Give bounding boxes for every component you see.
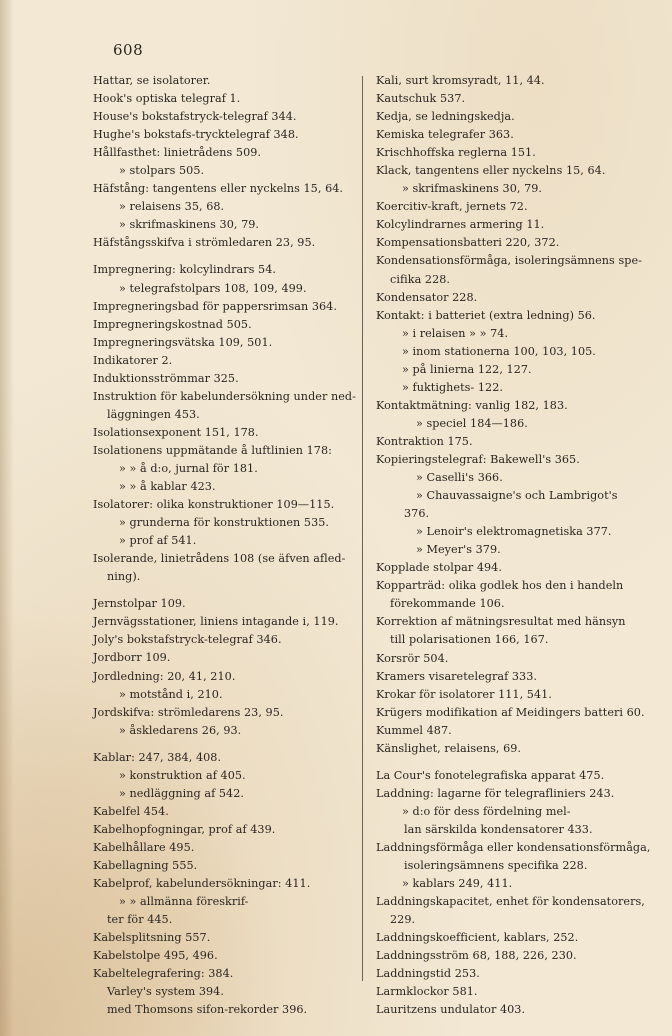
index-entry: Kautschuk 537. xyxy=(376,92,466,106)
index-entry: » i relaisen » » 74. xyxy=(402,326,509,340)
index-entry: Känslighet, relaisens, 69. xyxy=(376,741,522,755)
index-entry: Jordledning: 20, 41, 210. xyxy=(93,669,236,683)
index-entry: » d:o för dess fördelning mel- xyxy=(402,804,571,818)
index-entry: 229. xyxy=(390,913,416,927)
index-entry: Hållfasthet: linietrådens 509. xyxy=(93,146,262,160)
index-entry: Jordborr 109. xyxy=(93,651,171,665)
index-entry: » på linierna 122, 127. xyxy=(402,362,532,376)
index-entry: » speciel 184—186. xyxy=(416,416,528,430)
index-entry: Isolerande, linietrådens 108 (se äfven afled- xyxy=(93,552,346,566)
index-entry: Kablar: 247, 384, 408. xyxy=(93,750,222,764)
index-entry: » motstånd i, 210. xyxy=(119,687,223,701)
index-entry: med Thomsons sifon-rekorder 396. xyxy=(107,1003,308,1017)
index-entry: Kolcylindrarnes armering 11. xyxy=(376,218,545,232)
index-entry: Kabelstolpe 495, 496. xyxy=(93,949,218,963)
index-entry: Kontaktmätning: vanlig 182, 183. xyxy=(376,398,568,412)
index-entry: Korrektion af mätningsresultat med hänsyn xyxy=(376,615,626,629)
index-entry: Kabelfel 454. xyxy=(93,804,169,818)
index-entry: Impregneringsvätska 109, 501. xyxy=(93,335,273,349)
section-gap xyxy=(93,252,351,261)
index-entry: » skrifmaskinens 30, 79. xyxy=(402,182,543,196)
index-entry: Häfstång: tangentens eller nyckelns 15, 64. xyxy=(93,182,344,196)
index-entry: Laddningsförmåga eller kondensationsförmåga, xyxy=(376,840,651,854)
index-entry: » Meyer's 379. xyxy=(416,543,501,557)
index-entry: till polarisationen 166, 167. xyxy=(390,633,549,647)
index-entry: Klack, tangentens eller nyckelns 15, 64. xyxy=(376,164,606,178)
index-entry: Kummel 487. xyxy=(376,723,452,737)
index-entry: Krischhoffska reglerna 151. xyxy=(376,146,536,160)
index-entry: » » å d:o, jurnal för 181. xyxy=(119,461,258,475)
section-gap xyxy=(376,758,638,767)
index-entry: Impregneringsbad för pappersrimsan 364. xyxy=(93,299,337,313)
index-entry: » skrifmaskinens 30, 79. xyxy=(119,218,260,232)
index-entry: » » allmänna föreskrif- xyxy=(119,895,249,909)
index-entry: 376. xyxy=(404,507,430,521)
index-entry: Hughe's bokstafs-trycktelegraf 348. xyxy=(93,128,299,142)
index-entry: Kabelhållare 495. xyxy=(93,840,195,854)
page-binding-shadow xyxy=(0,0,14,1036)
index-entry: Kramers visaretelegraf 333. xyxy=(376,669,537,683)
column-divider xyxy=(362,76,363,981)
index-entry: » Lenoir's elektromagnetiska 377. xyxy=(416,525,612,539)
index-entry: » Chauvassaigne's och Lambrigot's xyxy=(416,489,618,503)
index-entry: Kopieringstelegraf: Bakewell's 365. xyxy=(376,452,580,466)
index-entry: ter för 445. xyxy=(107,913,173,927)
index-entry: Kabeltelegrafering: 384. xyxy=(93,967,234,981)
index-entry: Krügers modifikation af Meidingers batteri 60. xyxy=(376,705,645,719)
index-entry: Kemiska telegrafer 363. xyxy=(376,128,514,142)
index-entry: Kabelhopfogningar, prof af 439. xyxy=(93,822,276,836)
index-entry: Joly's bokstafstryck-telegraf 346. xyxy=(93,633,282,647)
index-entry: Kontraktion 175. xyxy=(376,434,473,448)
index-entry: » fuktighets- 122. xyxy=(402,380,503,394)
index-entry: Laddningskapacitet, enhet för kondensatorers, xyxy=(376,895,645,909)
index-entry: Hook's optiska telegraf 1. xyxy=(93,92,241,106)
index-entry: » Caselli's 366. xyxy=(416,471,503,485)
index-entry: Kabelsplitsning 557. xyxy=(93,931,211,945)
index-entry: » nedläggning af 542. xyxy=(119,786,244,800)
index-entry: Koercitiv-kraft, jernets 72. xyxy=(376,200,528,214)
index-entry: Isolatorer: olika konstruktioner 109—115. xyxy=(93,498,335,512)
index-entry: lan särskilda kondensatorer 433. xyxy=(404,822,593,836)
index-entry: Laddning: lagarne för telegrafliniers 243. xyxy=(376,786,615,800)
index-entry: » » å kablar 423. xyxy=(119,480,216,494)
index-entry: Isolationens uppmätande å luftlinien 178: xyxy=(93,443,332,457)
index-entry: Laddningstid 253. xyxy=(376,967,480,981)
index-entry: Induktionsströmmar 325. xyxy=(93,371,239,385)
index-entry: förekommande 106. xyxy=(390,597,505,611)
index-entry: Kabellagning 555. xyxy=(93,858,198,872)
index-entry: » prof af 541. xyxy=(119,534,197,548)
index-entry: House's bokstafstryck-telegraf 344. xyxy=(93,110,297,124)
index-entry: » stolpars 505. xyxy=(119,164,205,178)
index-entry: Impregneringskostnad 505. xyxy=(93,317,252,331)
index-entry: Kondensator 228. xyxy=(376,290,478,304)
index-entry: Hattar, se isolatorer. xyxy=(93,74,211,87)
index-entry: » telegrafstolpars 108, 109, 499. xyxy=(119,281,307,295)
index-entry: Häfstångsskifva i strömledaren 23, 95. xyxy=(93,236,316,250)
index-entry: Kopparträd: olika godlek hos den i handeln xyxy=(376,579,624,593)
index-entry: Indikatorer 2. xyxy=(93,353,173,367)
index-entry: » inom stationerna 100, 103, 105. xyxy=(402,344,596,358)
index-column-left xyxy=(93,72,356,1019)
index-entry: Varley's system 394. xyxy=(107,985,224,999)
index-entry: Laddningsström 68, 188, 226, 230. xyxy=(376,949,577,963)
index-entry: » relaisens 35, 68. xyxy=(119,200,225,214)
index-column-right xyxy=(376,72,651,1019)
index-entry: Larmklockor 581. xyxy=(376,985,478,999)
index-entry: » konstruktion af 405. xyxy=(119,768,246,782)
section-gap xyxy=(93,740,351,749)
index-entry: Jernstolpar 109. xyxy=(93,597,186,611)
index-entry: Jordskifva: strömledarens 23, 95. xyxy=(93,705,284,719)
index-entry: » kablars 249, 411. xyxy=(402,877,513,891)
index-entry: Kedja, se ledningskedja. xyxy=(376,110,515,124)
index-entry: Kondensationsförmåga, isoleringsämnens spe- xyxy=(376,254,642,268)
index-entry: Kopplade stolpar 494. xyxy=(376,561,502,575)
index-entry: Kontakt: i batteriet (extra ledning) 56. xyxy=(376,308,596,322)
page-number: 608 xyxy=(113,41,144,59)
index-entry: Kompensationsbatteri 220, 372. xyxy=(376,236,560,250)
section-gap xyxy=(93,586,351,595)
index-entry: Lauritzens undulator 403. xyxy=(376,1003,526,1017)
index-entry: Jernvägsstationer, liniens intagande i, 119. xyxy=(93,615,339,629)
index-entry: Instruktion för kabelundersökning under ned- xyxy=(93,389,356,403)
index-entry: Kali, surt kromsyradt, 11, 44. xyxy=(376,74,545,87)
index-entry: Laddningskoefficient, kablars, 252. xyxy=(376,931,579,945)
index-entry: Korsrör 504. xyxy=(376,651,449,665)
index-entry: Isolationsexponent 151, 178. xyxy=(93,425,259,439)
index-entry: Impregnering: kolcylindrars 54. xyxy=(93,263,276,277)
index-entry: La Cour's fonotelegrafiska apparat 475. xyxy=(376,768,605,782)
index-entry: » grunderna för konstruktionen 535. xyxy=(119,516,330,530)
index-entry: isoleringsämnens specifika 228. xyxy=(404,859,588,873)
index-entry: Krokar för isolatorer 111, 541. xyxy=(376,687,552,701)
index-entry: » åskledarens 26, 93. xyxy=(119,723,242,737)
index-entry: cifika 228. xyxy=(390,272,451,286)
index-entry: läggningen 453. xyxy=(107,407,200,421)
index-entry: Kabelprof, kabelundersökningar: 411. xyxy=(93,877,311,891)
index-entry: ning). xyxy=(107,570,141,584)
